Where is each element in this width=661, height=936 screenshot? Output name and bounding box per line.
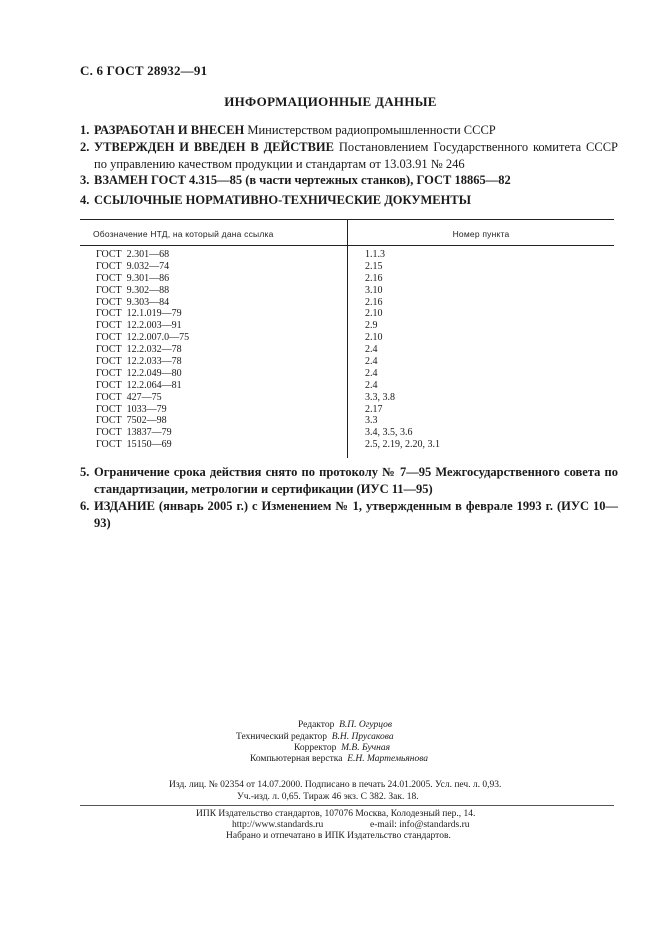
table-cell-clause: 2.16 — [365, 296, 383, 308]
table-cell-clause: 2.4 — [365, 344, 378, 356]
table-cell-document: ГОСТ 15150—69 — [96, 439, 172, 451]
table-cell-document: ГОСТ 12.2.049—80 — [96, 367, 182, 379]
table-cell-document: ГОСТ 12.1.019—79 — [96, 308, 182, 320]
table-cell-document: ГОСТ 12.2.003—91 — [96, 320, 182, 332]
publisher-email: e-mail: info@standards.ru — [370, 820, 470, 830]
credit-label: Технический редактор — [236, 732, 327, 742]
table-row — [0, 320, 661, 332]
credit-name: В.П. Огурцов — [339, 720, 393, 730]
table-row — [0, 285, 661, 297]
table-cell-clause: 2.10 — [365, 332, 383, 344]
credit-layout — [250, 754, 428, 765]
table-row — [0, 392, 661, 404]
table-cell-document: ГОСТ 12.2.064—81 — [96, 379, 182, 391]
item-number: 2. — [80, 140, 90, 154]
table-cell-document: ГОСТ 12.2.007.0—75 — [96, 332, 190, 344]
table-cell-document: ГОСТ 12.2.032—78 — [96, 344, 182, 356]
table-cell-clause: 3.4, 3.5, 3.6 — [365, 427, 413, 439]
table-row — [0, 249, 661, 261]
table-cell-clause: 2.17 — [365, 403, 383, 415]
item-bold-text: РАЗРАБОТАН И ВНЕСЕН — [94, 123, 245, 137]
credit-editor — [298, 720, 392, 731]
item-number: 6. — [80, 499, 90, 513]
publisher-rule — [80, 805, 614, 806]
table-cell-document: ГОСТ 2.301—68 — [96, 249, 170, 260]
credit-corrector — [294, 743, 390, 754]
reference-table-body — [0, 249, 661, 451]
table-cell-document: ГОСТ 9.302—88 — [96, 284, 170, 296]
table-cell-clause: 2.5, 2.19, 2.20, 3.1 — [365, 439, 440, 451]
table-header-document: Обозначение НТД, на который дана ссылка — [93, 229, 274, 239]
table-row — [0, 332, 661, 344]
item-text: Постановлением Государственного комитета СССР по управлению качеством продукции и стандартам от 13.03.91 № 246 — [94, 140, 618, 171]
credit-name: Е.Н. Мартемьянова — [347, 754, 429, 764]
table-row — [0, 415, 661, 427]
table-cell-document: ГОСТ 9.303—84 — [96, 296, 170, 308]
table-cell-document: ГОСТ 12.2.033—78 — [96, 356, 182, 368]
table-cell-clause: 3.3, 3.8 — [365, 391, 395, 403]
imprint-line-2: Уч.-изд. л. 0,65. Тираж 46 экз. С 382. Зак. 18. — [237, 792, 419, 802]
table-cell-clause: 3.3 — [365, 415, 378, 427]
page-header: С. 6 ГОСТ 28932—91 — [80, 63, 208, 78]
table-row — [0, 273, 661, 285]
table-row — [0, 439, 661, 451]
table-cell-document: ГОСТ 13837—79 — [96, 427, 172, 439]
item-bold-text: ИЗДАНИЕ — [94, 499, 155, 513]
table-cell-clause: 2.10 — [365, 308, 383, 320]
section-title: ИНФОРМАЦИОННЫЕ ДАННЫЕ — [224, 94, 437, 109]
table-header-clause: Номер пункта — [452, 229, 510, 239]
item-number: 4. — [80, 193, 90, 207]
table-cell-clause: 2.9 — [365, 320, 378, 332]
table-cell-clause: 2.4 — [365, 367, 378, 379]
item-2 — [80, 139, 618, 173]
table-cell-document: ГОСТ 427—75 — [96, 391, 162, 403]
table-cell-document: ГОСТ 9.301—86 — [96, 272, 170, 284]
table-row — [0, 356, 661, 368]
table-row — [0, 404, 661, 416]
credit-label: Корректор — [294, 743, 337, 753]
item-number: 3. — [80, 173, 90, 187]
table-cell-document: ГОСТ 9.032—74 — [96, 260, 170, 272]
item-text: (январь 2005 г.) с Изменением № 1, утвержденным в феврале 1993 г. (ИУС 10—93) — [94, 499, 618, 530]
item-1 — [80, 122, 618, 139]
table-row — [0, 261, 661, 273]
table-cell-clause: 2.4 — [365, 356, 378, 368]
table-cell-clause: 1.1.3 — [365, 249, 385, 260]
table-row — [0, 297, 661, 309]
table-row — [0, 368, 661, 380]
table-cell-document: ГОСТ 7502—98 — [96, 415, 167, 427]
item-number: 5. — [80, 465, 90, 479]
credit-name: В.Н. Прусакова — [331, 732, 394, 742]
table-cell-clause: 2.15 — [365, 260, 383, 272]
publisher-url: http://www.standards.ru — [232, 820, 324, 830]
item-4 — [80, 192, 618, 209]
item-bold-text: УТВЕРЖДЕН И ВВЕДЕН В ДЕЙСТВИЕ — [94, 140, 334, 154]
publisher-line-1: ИПК Издательство стандартов, 107076 Москва, Колодезный пер., 14. — [196, 809, 476, 819]
table-cell-clause: 2.16 — [365, 272, 383, 284]
table-row — [0, 380, 661, 392]
table-row — [0, 308, 661, 320]
publisher-line-3: Набрано и отпечатано в ИПК Издательство стандартов. — [226, 831, 451, 841]
credit-tech-editor — [236, 732, 394, 743]
item-number: 1. — [80, 123, 90, 137]
table-cell-clause: 2.4 — [365, 379, 378, 391]
table-row — [0, 344, 661, 356]
item-6 — [80, 498, 618, 532]
item-text: Ограничение срока действия снято по протоколу № 7—95 Межгосударственного совета по стандартизации, метрологии и сертификации (ИУС 11—95) — [94, 465, 618, 496]
item-5 — [80, 464, 618, 498]
item-bold-text: ВЗАМЕН ГОСТ 4.315—85 (в части чертежных станков), ГОСТ 18865—82 — [94, 173, 511, 187]
table-cell-clause: 3.10 — [365, 284, 383, 296]
item-bold-text: ССЫЛОЧНЫЕ НОРМАТИВНО-ТЕХНИЧЕСКИЕ ДОКУМЕНТЫ — [94, 193, 471, 207]
item-3 — [80, 172, 618, 189]
credit-label: Компьютерная верстка — [250, 754, 343, 764]
credit-label: Редактор — [298, 720, 335, 730]
table-cell-document: ГОСТ 1033—79 — [96, 403, 167, 415]
credit-name: М.В. Бучная — [341, 743, 391, 753]
item-text: Министерством радиопромышленности СССР — [244, 123, 496, 137]
table-row — [0, 427, 661, 439]
imprint-line-1: Изд. лиц. № 02354 от 14.07.2000. Подписано в печать 24.01.2005. Усл. печ. л. 0,93. — [169, 780, 502, 790]
